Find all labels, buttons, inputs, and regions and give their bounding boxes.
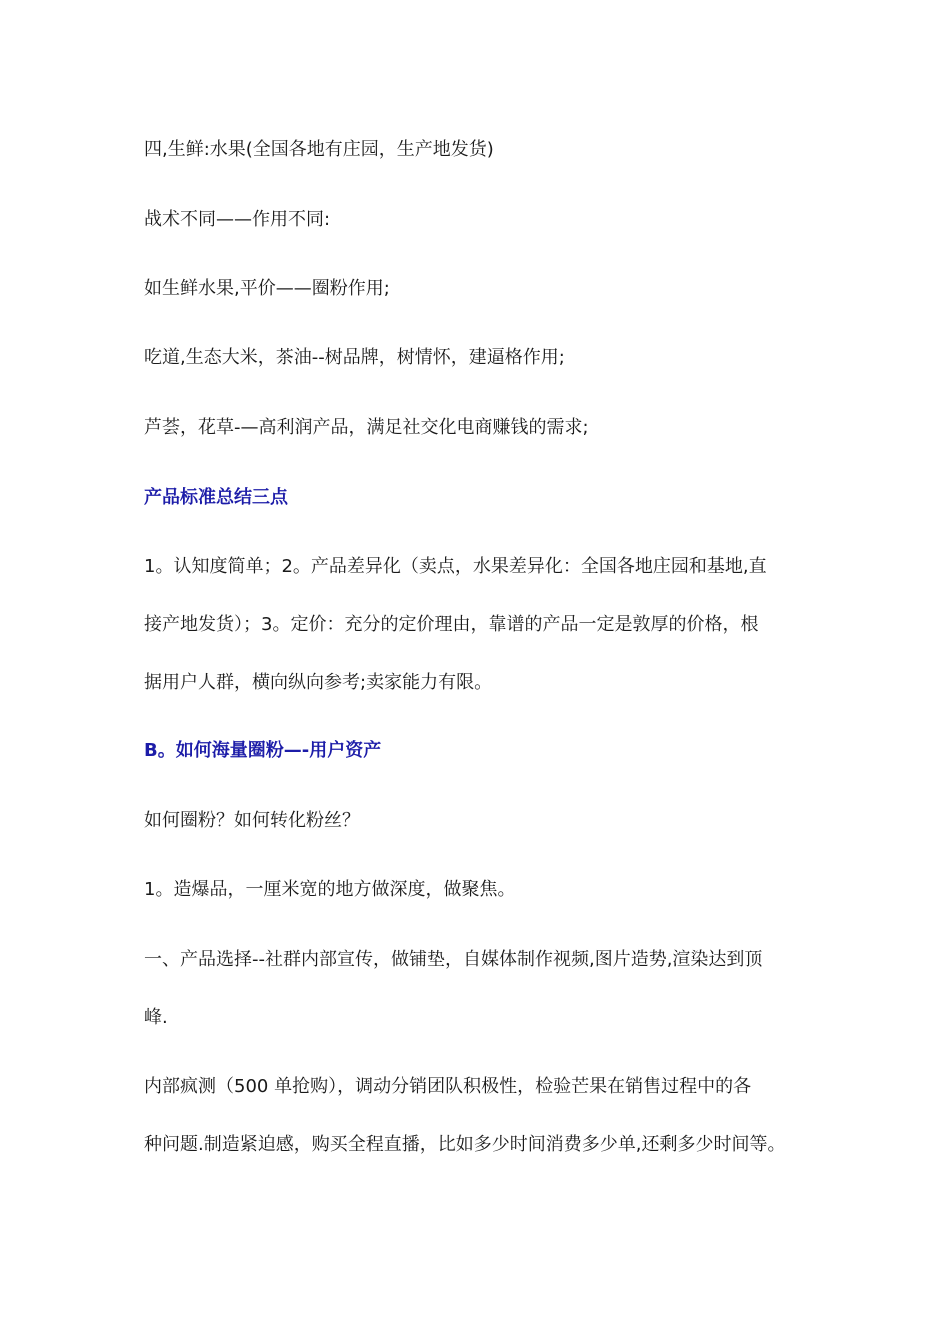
paragraph-internal-test-line-2: 种问题.制造紧迫感，购买全程直播，比如多少时间消费多少单,还剩多少时间等。: [144, 1134, 786, 1155]
paragraph-standards-line-1: 1。认知度简单；2。产品差异化（卖点，水果差异化：全国各地庄园和基地,直: [144, 556, 767, 577]
paragraph-fresh-fruit: 四,生鲜:水果(全国各地有庄园，生产地发货): [144, 139, 494, 160]
paragraph-standards-line-3: 据用户人群，横向纵向参考;卖家能力有限。: [144, 672, 493, 693]
paragraph-tactics: 战术不同——作用不同:: [144, 209, 331, 230]
paragraph-product-selection-line-2: 峰.: [144, 1007, 168, 1028]
heading-user-assets: B。如何海量圈粉—-用户资产: [144, 740, 382, 761]
paragraph-brand-role: 吃道,生态大米，茶油--树品牌，树情怀，建逼格作用;: [144, 347, 565, 368]
paragraph-hot-product: 1。造爆品，一厘米宽的地方做深度，做聚焦。: [144, 879, 516, 900]
heading-product-standards: 产品标准总结三点: [144, 487, 288, 508]
paragraph-fans-role: 如生鲜水果,平价——圈粉作用;: [144, 278, 390, 299]
paragraph-internal-test-line-1: 内部疯测（500 单抢购），调动分销团队积极性，检验芒果在销售过程中的各: [144, 1076, 752, 1097]
paragraph-product-selection-line-1: 一、产品选择--社群内部宣传，做铺垫，自媒体制作视频,图片造势,渲染达到顶: [144, 949, 763, 970]
paragraph-fans-question: 如何圈粉？如何转化粉丝？: [144, 810, 360, 831]
paragraph-high-profit: 芦荟，花草-—高利润产品，满足社交化电商赚钱的需求;: [144, 417, 589, 438]
paragraph-standards-line-2: 接产地发货）；3。定价：充分的定价理由，靠谱的产品一定是敦厚的价格，根: [144, 614, 759, 635]
